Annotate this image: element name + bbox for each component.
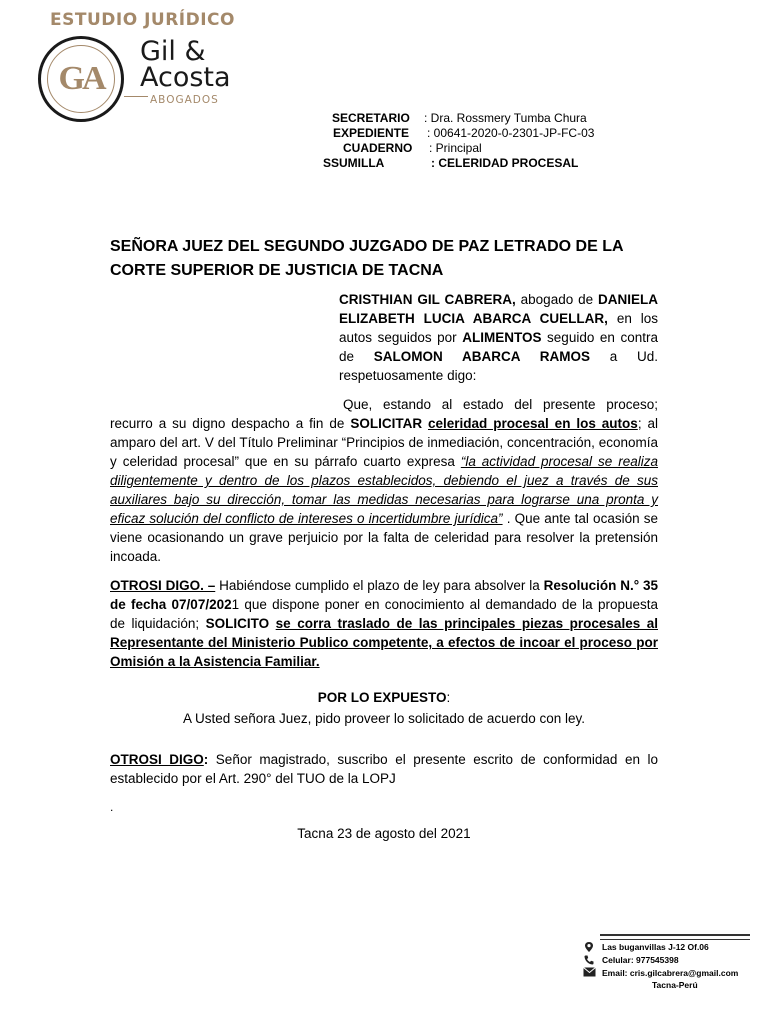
por-lo-expuesto-heading: [110, 690, 658, 705]
sumilla-value: : CELERIDAD PROCESAL: [431, 156, 579, 170]
location-pin-icon: [582, 941, 596, 953]
logo-monogram: GA: [58, 60, 104, 97]
lawyer-name: CRISTHIAN GIL CABRERA,: [339, 292, 516, 307]
otrosi-paragraph-2: [110, 750, 658, 788]
expediente-row: [333, 126, 594, 141]
legal-quote: “la actividad procesal se realiza diligentemente y dentro de los plazos establecidos, debiendo el juez a través de sus auxiliares bajo su dirección, tomar las medidas necesarias para lograrse una pronta y eficaz solución del conflicto de intereses o incertidumbre jurídica”: [110, 454, 659, 526]
footer-rule: [600, 934, 750, 936]
main-text-1: Que, estando al estado del presente proceso; recurro a su digno despacho a fin de: [110, 397, 658, 431]
case-matter: ALIMENTOS: [462, 330, 542, 345]
footer-city: Tacna-Perú: [652, 980, 698, 990]
otrosi2-colon: :: [203, 752, 209, 767]
main-paragraph: [110, 395, 658, 566]
firm-name-line1: Gil &: [140, 36, 206, 67]
solicitar-keyword: SOLICITAR: [350, 416, 423, 431]
otrosi1-text-1: Habiéndose cumplido el plazo de ley para absolver la: [215, 578, 544, 593]
intro-text-2: en los autos seguidos por: [339, 311, 658, 345]
otrosi2-text: Señor magistrado, suscribo el presente escrito de conformidad en lo establecido por el Art. 290° del TUO de la LOPJ: [110, 752, 658, 786]
footer-address-text: Las buganvillas J-12 Of.06: [602, 942, 709, 952]
footer-email: [582, 967, 738, 979]
otrosi1-text-2: 1 que dispone poner en conocimiento al demandado de la propuesta de liquidación;: [110, 597, 658, 631]
secretario-label: SECRETARIO: [332, 111, 410, 125]
main-text-3: ; al amparo del art. V del Título Preliminar “Principios de inmediación, concentración, economía y celeridad procesal” que en su párrafo cuarto expresa: [110, 416, 658, 469]
sumilla-label: SSUMILLA: [323, 156, 385, 170]
email-icon: [582, 967, 596, 979]
solicito-keyword: SOLICITO: [205, 616, 270, 631]
footer-address: [582, 941, 709, 953]
por-lo-expuesto-colon: :: [446, 690, 451, 705]
otrosi-label-1: OTROSI DIGO. –: [110, 578, 216, 593]
intro-paragraph: [339, 290, 658, 385]
intro-text-1: abogado de: [515, 292, 598, 307]
sumilla-row: [323, 156, 578, 171]
celeridad-phrase: celeridad procesal en los autos: [428, 416, 638, 431]
firm-subtitle: ABOGADOS: [150, 94, 219, 106]
footer-phone-text: Celular: 977545398: [602, 955, 679, 965]
traslado-request: se corra traslado de las principales piezas procesales al Representante del Ministerio Publico competente, a efectos de incoar el proceso por Omisión a la Asistencia Familiar.: [110, 616, 658, 669]
secretario-row: [332, 111, 587, 126]
phone-icon: [582, 954, 596, 966]
logo-divider: [124, 96, 148, 97]
secretario-value: : Dra. Rossmery Tumba Chura: [424, 111, 587, 125]
intro-text-3: seguido en contra de: [339, 330, 658, 364]
letterhead-firm-type: ESTUDIO JURÍDICO: [50, 10, 235, 30]
footer-rule-thin: [600, 939, 750, 940]
date-line: Tacna 23 de agosto del 2021: [297, 826, 471, 841]
main-text-4: . Que ante tal ocasión se viene ocasionando un grave perjuicio por la falta de celeridad para resolver la pretensión incoada.: [110, 511, 658, 564]
resolucion-ref: Resolución N.° 35 de fecha 07/07/202: [110, 578, 658, 612]
otrosi-paragraph-1: [110, 576, 658, 671]
firm-name-line2: Acosta: [140, 62, 231, 93]
addressee-heading: SEÑORA JUEZ DEL SEGUNDO JUZGADO DE PAZ LETRADO DE LA CORTE SUPERIOR DE JUSTICIA DE TACNA: [110, 238, 623, 279]
expediente-value: : 00641-2020-0-2301-JP-FC-03: [427, 126, 595, 140]
cuaderno-label: CUADERNO: [343, 141, 413, 155]
stray-dot: .: [110, 800, 114, 814]
intro-text-4: a Ud. respetuosamente digo:: [339, 349, 658, 383]
defendant-name: SALOMON ABARCA RAMOS: [373, 349, 590, 364]
client-name: DANIELA ELIZABETH LUCIA ABARCA CUELLAR,: [339, 292, 658, 326]
por-lo-expuesto-label: POR LO EXPUESTO: [317, 690, 447, 705]
otrosi-label-2: OTROSI DIGO: [110, 752, 204, 767]
petition-line: A Usted señora Juez, pido proveer lo solicitado de acuerdo con ley.: [183, 711, 585, 726]
firm-name: [140, 36, 231, 93]
cuaderno-row: [343, 141, 482, 156]
footer-phone: [582, 954, 679, 966]
cuaderno-value: : Principal: [429, 141, 482, 155]
footer-email-text: Email: cris.gilcabrera@gmail.com: [602, 968, 739, 978]
expediente-label: EXPEDIENTE: [333, 126, 410, 140]
